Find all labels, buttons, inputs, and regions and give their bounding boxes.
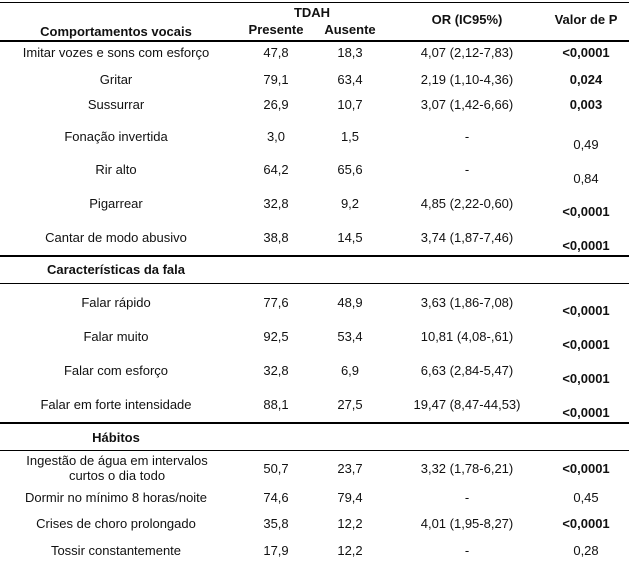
row-present: 77,6 — [263, 295, 289, 310]
row-absent: 14,5 — [337, 230, 363, 245]
row-p-value: <0,0001 — [562, 303, 610, 318]
row-label: Cantar de modo abusivo — [45, 230, 187, 245]
header-present: Presente — [248, 22, 304, 37]
row-absent: 53,4 — [337, 329, 363, 344]
section-rule-bottom — [0, 450, 629, 451]
row-present: 38,8 — [263, 230, 289, 245]
row-label: Falar com esforço — [63, 363, 169, 378]
row-or: - — [464, 162, 470, 177]
row-label: Pigarrear — [89, 196, 143, 211]
header-absent: Ausente — [324, 22, 376, 37]
row-absent: 48,9 — [337, 295, 363, 310]
row-label: Falar em forte intensidade — [40, 397, 192, 412]
row-p-value: <0,0001 — [562, 238, 610, 253]
row-or: 3,74 (1,87-7,46) — [420, 230, 514, 245]
row-or: 4,85 (2,22-0,60) — [420, 196, 514, 211]
row-label: Rir alto — [95, 162, 137, 177]
row-label: Imitar vozes e sons com esforço — [22, 45, 210, 60]
row-absent: 27,5 — [337, 397, 363, 412]
row-absent: 12,2 — [337, 516, 363, 531]
header-rule — [0, 40, 629, 42]
row-present: 50,7 — [263, 461, 289, 476]
section-rule-top — [0, 422, 629, 424]
row-present: 74,6 — [263, 490, 289, 505]
header-p-value: Valor de P — [554, 12, 618, 27]
row-p-value: 0,003 — [569, 97, 603, 112]
row-p-value: <0,0001 — [562, 405, 610, 420]
row-or: 3,32 (1,78-6,21) — [420, 461, 514, 476]
row-p-value: <0,0001 — [562, 337, 610, 352]
row-label: Gritar — [99, 72, 133, 87]
row-or: 4,01 (1,95-8,27) — [420, 516, 514, 531]
section-rule-bottom — [0, 283, 629, 284]
row-or: - — [464, 543, 470, 558]
row-present: 26,9 — [263, 97, 289, 112]
row-present: 3,0 — [266, 129, 286, 144]
row-absent: 63,4 — [337, 72, 363, 87]
row-p-value: 0,024 — [569, 72, 603, 87]
row-or: 6,63 (2,84-5,47) — [420, 363, 514, 378]
row-absent: 10,7 — [337, 97, 363, 112]
section-title: Características da fala — [46, 262, 186, 277]
row-present: 64,2 — [263, 162, 289, 177]
row-absent: 1,5 — [340, 129, 360, 144]
row-label: Tossir constantemente — [50, 543, 182, 558]
row-p-value: <0,0001 — [562, 516, 610, 531]
row-or: 19,47 (8,47-44,53) — [413, 397, 521, 412]
row-or: - — [464, 129, 470, 144]
section-title: Hábitos — [92, 430, 140, 445]
row-p-value: <0,0001 — [562, 371, 610, 386]
row-p-value: 0,28 — [573, 543, 599, 558]
row-or: 10,81 (4,08-,61) — [420, 329, 514, 344]
header-or: OR (IC95%) — [431, 12, 503, 27]
row-present: 47,8 — [263, 45, 289, 60]
row-present: 35,8 — [263, 516, 289, 531]
row-absent: 79,4 — [337, 490, 363, 505]
row-label: Crises de choro prolongado — [36, 516, 196, 531]
row-present: 88,1 — [263, 397, 289, 412]
row-present: 17,9 — [263, 543, 289, 558]
row-p-value: <0,0001 — [562, 45, 610, 60]
section-rule-top — [0, 255, 629, 257]
row-p-value: 0,49 — [573, 137, 599, 152]
header-behaviors: Comportamentos vocais — [40, 24, 192, 39]
row-absent: 6,9 — [340, 363, 360, 378]
row-label: Falar muito — [83, 329, 149, 344]
row-label: Falar rápido — [81, 295, 151, 310]
row-absent: 23,7 — [337, 461, 363, 476]
row-present: 79,1 — [263, 72, 289, 87]
row-absent: 18,3 — [337, 45, 363, 60]
row-p-value: <0,0001 — [562, 461, 610, 476]
row-p-value: 0,84 — [573, 171, 599, 186]
row-absent: 12,2 — [337, 543, 363, 558]
row-label: Sussurrar — [87, 97, 145, 112]
row-absent: 9,2 — [340, 196, 360, 211]
row-p-value: <0,0001 — [562, 204, 610, 219]
row-present: 92,5 — [263, 329, 289, 344]
row-absent: 65,6 — [337, 162, 363, 177]
row-p-value: 0,45 — [573, 490, 599, 505]
row-present: 32,8 — [263, 363, 289, 378]
row-or: 3,07 (1,42-6,66) — [420, 97, 514, 112]
row-label: Fonação invertida — [64, 129, 168, 144]
row-or: - — [464, 490, 470, 505]
row-label: Ingestão de água em intervalos curtos o dia todo — [26, 453, 208, 483]
row-or: 4,07 (2,12-7,83) — [420, 45, 514, 60]
header-group-tdah: TDAH — [293, 5, 331, 20]
row-or: 2,19 (1,10-4,36) — [420, 72, 514, 87]
row-present: 32,8 — [263, 196, 289, 211]
row-label: Dormir no mínimo 8 horas/noite — [24, 490, 208, 505]
top-rule — [0, 2, 629, 3]
row-or: 3,63 (1,86-7,08) — [420, 295, 514, 310]
